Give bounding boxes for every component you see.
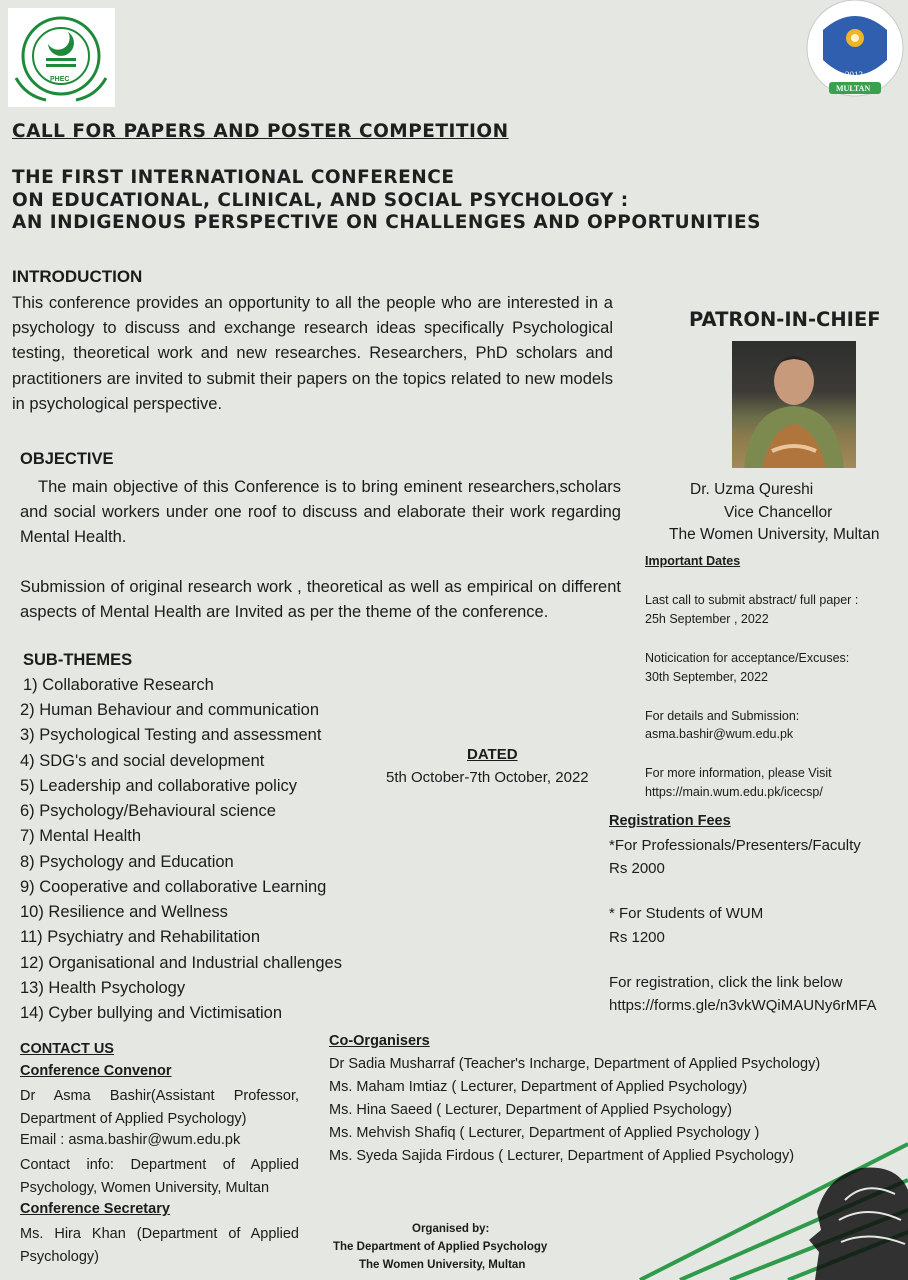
list-item: 14) Cyber bullying and Victimisation <box>20 1004 282 1022</box>
phec-abbr: PHEC <box>50 76 70 83</box>
list-item: 6) Psychology/Behavioural science <box>20 802 276 820</box>
details-email[interactable]: asma.bashir@wum.edu.pk <box>645 727 794 741</box>
introduction-heading: INTRODUCTION <box>12 267 143 286</box>
contact-heading: CONTACT US <box>20 1041 114 1057</box>
convenor-email[interactable]: Email : asma.bashir@wum.edu.pk <box>20 1132 241 1148</box>
list-item: 12) Organisational and Industrial challenges <box>20 954 342 972</box>
organised-univ: The Women University, Multan <box>359 1259 526 1271</box>
wum-logo <box>803 0 906 100</box>
registration-student-fee: Rs 1200 <box>609 929 665 946</box>
list-item: 9) Cooperative and collaborative Learning <box>20 878 327 896</box>
organised-dept: The Department of Applied Psychology <box>333 1241 548 1253</box>
phec-emblem-icon <box>8 8 115 107</box>
objective-heading: OBJECTIVE <box>20 450 114 468</box>
details-label: For details and Submission: <box>645 709 800 723</box>
notice-label: Noticication for acceptance/Excuses: <box>645 651 850 665</box>
contact-info: Contact info: Department of Applied Psychology, Women University, Multan <box>20 1157 299 1196</box>
conference-title-line3: AN INDIGENOUS PERSPECTIVE ON CHALLENGES AND OPPORTUNITIES <box>12 212 761 233</box>
notice-date: 30th September, 2022 <box>645 670 769 684</box>
wum-year: 2013 <box>845 70 863 80</box>
list-item: 11) Psychiatry and Rehabilitation <box>20 928 260 946</box>
organised-label: Organised by: <box>412 1223 490 1235</box>
convenor-heading: Conference Convenor <box>20 1063 172 1079</box>
conference-title-line2: ON EDUCATIONAL, CLINICAL, AND SOCIAL PSYCHOLOGY : <box>12 190 629 211</box>
list-item: 7) Mental Health <box>20 827 142 845</box>
subthemes-heading: SUB-THEMES <box>23 651 133 669</box>
convenor-body: Dr Asma Bashir(Assistant Professor, Department of Applied Psychology) <box>20 1088 299 1127</box>
registration-student-label: * For Students of WUM <box>609 905 764 922</box>
last-call-date: 25h September , 2022 <box>645 612 769 626</box>
secretary-heading: Conference Secretary <box>20 1201 170 1217</box>
list-item: Ms. Maham Imtiaz ( Lecturer, Department of Applied Psychology) <box>329 1079 748 1095</box>
registration-link-label: For registration, click the link below <box>609 974 843 991</box>
registration-professional-label: *For Professionals/Presenters/Faculty <box>609 837 861 854</box>
list-item: 2) Human Behaviour and communication <box>20 701 319 719</box>
wum-city: MULTAN <box>836 84 871 93</box>
patron-heading: PATRON-IN-CHIEF <box>689 308 881 331</box>
info-url[interactable]: https://main.wum.edu.pk/icecsp/ <box>645 785 823 799</box>
patron-name: Dr. Uzma Qureshi <box>690 481 814 498</box>
objective-body: The main objective of this Conference is to bring eminent researchers,scholars and social workers under one roof to discuss and elaborate their work regarding Mental Health. <box>20 478 621 546</box>
patron-title: Vice Chancellor <box>724 504 833 521</box>
list-item: Dr Sadia Musharraf (Teacher's Incharge, Department of Applied Psychology) <box>329 1056 821 1072</box>
introduction-body: This conference provides an opportunity to all the people who are interested in a psychology to discuss and exchange research ideas specifically Psychological testing, theoretical work and new researches. Researchers, PhD scholars and practitioners are invited to submit their papers on the topics related to new models in psychological perspective. <box>12 294 613 413</box>
submission-body: Submission of original research work , theoretical as well as empirical on different aspects of Mental Health are Invited as per the theme of the conference. <box>20 578 621 621</box>
coorganisers-heading: Co-Organisers <box>329 1033 430 1049</box>
list-item: 1) Collaborative Research <box>23 676 214 694</box>
list-item: 8) Psychology and Education <box>20 853 234 871</box>
registration-heading: Registration Fees <box>609 813 731 829</box>
list-item: 13) Health Psychology <box>20 979 186 997</box>
dated-heading: DATED <box>467 746 518 763</box>
list-item: Ms. Hina Saeed ( Lecturer, Department of Applied Psychology) <box>329 1102 732 1118</box>
patron-photo <box>732 341 856 468</box>
list-item: 4) SDG's and social development <box>20 752 265 770</box>
info-label: For more information, please Visit <box>645 766 832 780</box>
list-item: 5) Leadership and collaborative policy <box>20 777 298 795</box>
conference-title-line1: THE FIRST INTERNATIONAL CONFERENCE <box>12 167 455 188</box>
call-title: CALL FOR PAPERS AND POSTER COMPETITION <box>12 121 509 142</box>
last-call-label: Last call to submit abstract/ full paper : <box>645 593 859 607</box>
registration-professional-fee: Rs 2000 <box>609 860 665 877</box>
registration-link[interactable]: https://forms.gle/n3vkWQiMAUNy6rMFA <box>609 997 877 1014</box>
secretary-body: Ms. Hira Khan (Department of Applied Psychology) <box>20 1226 299 1265</box>
head-silhouette-icon <box>805 1160 908 1280</box>
list-item: Ms. Syeda Sajida Firdous ( Lecturer, Department of Applied Psychology) <box>329 1148 795 1164</box>
dated-value: 5th October-7th October, 2022 <box>386 769 589 786</box>
important-dates-heading: Important Dates <box>645 554 741 568</box>
list-item: 10) Resilience and Wellness <box>20 903 228 921</box>
list-item: Ms. Mehvish Shafiq ( Lecturer, Department of Applied Psychology ) <box>329 1125 760 1141</box>
phec-logo <box>8 8 115 107</box>
list-item: 3) Psychological Testing and assessment <box>20 726 322 744</box>
patron-org: The Women University, Multan <box>669 526 880 543</box>
